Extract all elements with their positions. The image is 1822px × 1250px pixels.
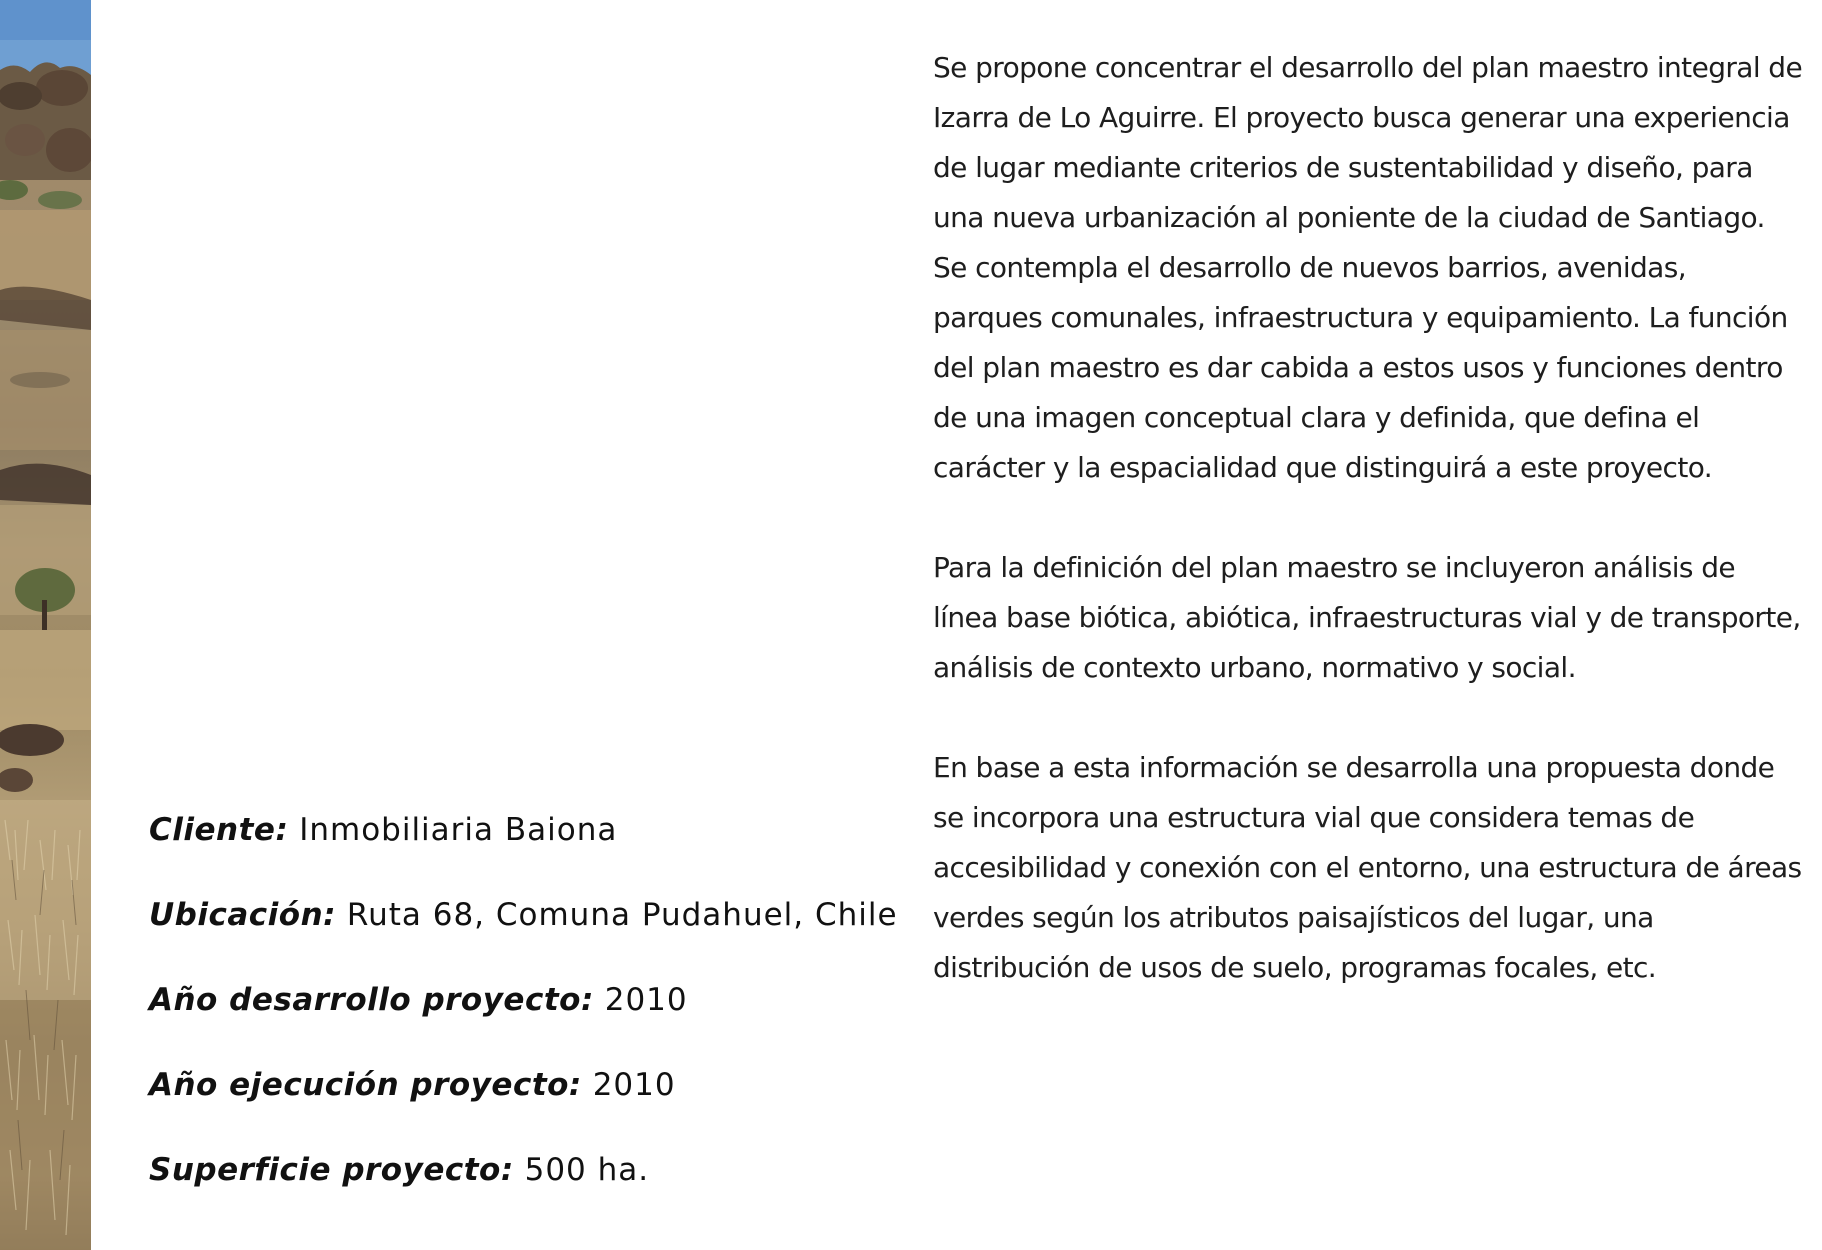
fact-label: Año ejecución proyecto:: [149, 1067, 582, 1103]
fact-value: 2010: [592, 1067, 676, 1103]
fact-value: 500 ha.: [524, 1152, 650, 1188]
description-paragraph: En base a esta información se desarrolla una propuesta donde se incorpora una estructura vial que considera temas de accesibilidad y conexión con el entorno, una estructura de áreas verdes según los atributos paisajísticos del lugar, una distribución de usos de suelo, programas focales, etc.: [933, 751, 1802, 984]
fact-label: Cliente:: [149, 812, 289, 848]
fact-execution-year: [149, 1063, 849, 1148]
fact-development-year: [149, 978, 849, 1063]
project-facts: [149, 808, 898, 1233]
fact-label: Superficie proyecto:: [149, 1152, 514, 1188]
fact-value: Inmobiliaria Baiona: [299, 812, 618, 848]
project-description: [933, 43, 1803, 993]
fact-location: [149, 893, 898, 978]
fact-value: 2010: [604, 982, 688, 1018]
fact-surface: [149, 1148, 849, 1233]
description-paragraph: Se propone concentrar el desarrollo del plan maestro integral de Izarra de Lo Aguirre. El proyecto busca generar una experiencia de lugar mediante criterios de sustentabilidad y diseño, para una nueva urbanización al poniente de la ciudad de Santiago. Se contempla el desarrollo de nuevos barrios, avenidas, parques comunales, infraestructura y equipamiento. La función del plan maestro es dar cabida a estos usos y funciones dentro de una imagen conceptual clara y definida, que defina el carácter y la espacialidad que distinguirá a este proyecto.: [933, 51, 1803, 484]
fact-client: [149, 808, 849, 893]
fact-label: Ubicación:: [149, 897, 337, 933]
fact-label: Año desarrollo proyecto:: [149, 982, 594, 1018]
fact-value: Ruta 68, Comuna Pudahuel, Chile: [346, 897, 898, 933]
landscape-photo-icon: [0, 0, 91, 1250]
landscape-photo-strip: [0, 0, 91, 1250]
description-paragraph: Para la definición del plan maestro se incluyeron análisis de línea base biótica, abiótica, infraestructuras vial y de transporte, análisis de contexto urbano, normativo y social.: [933, 551, 1801, 684]
